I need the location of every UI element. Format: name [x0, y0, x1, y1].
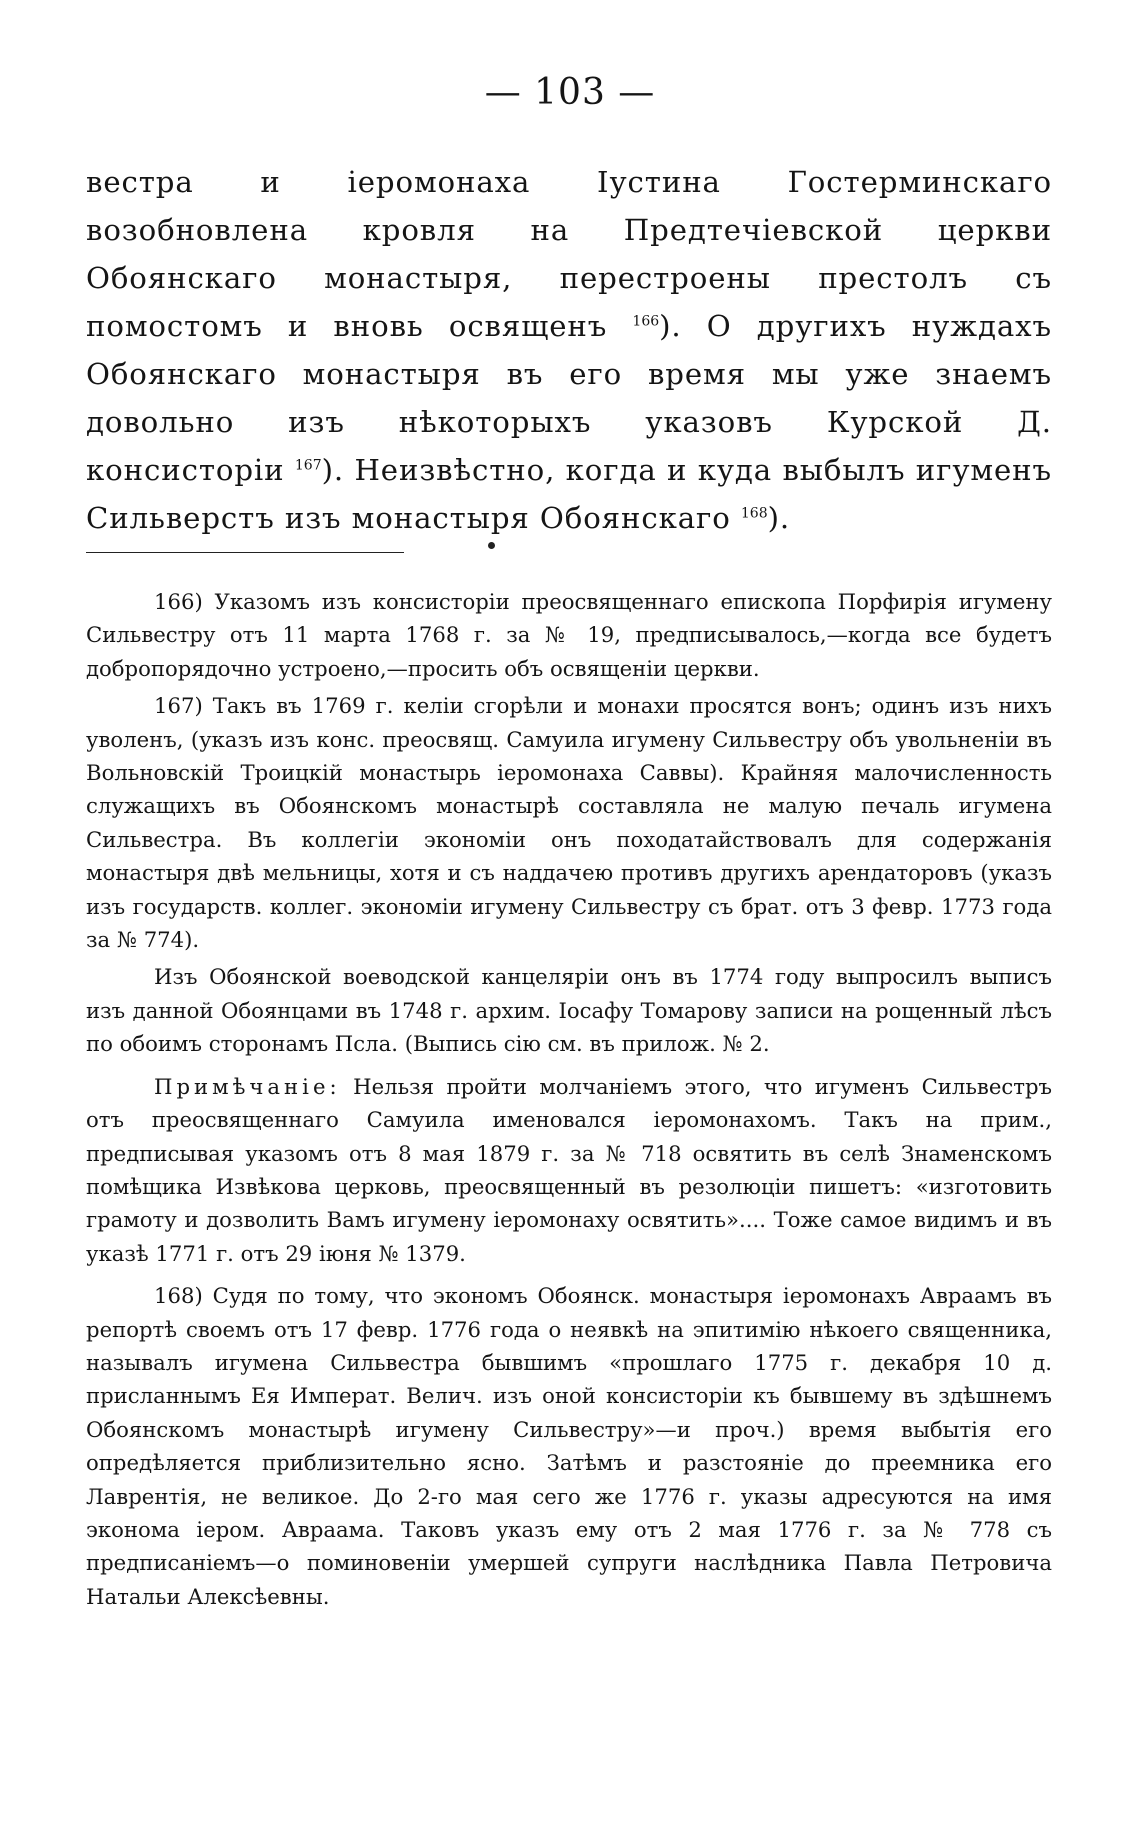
main-text-part-2: ). О другихъ нуждахъ Обоянскаго монастыря въ его время мы уже знаемъ довольно изъ нѣкоторыхъ указовъ Курской Д. консисторіи [86, 309, 1052, 487]
note-label: Примѣчаніе: [154, 1073, 341, 1099]
main-text-part-4: ). [767, 501, 791, 535]
main-text-part-3: ). Неизвѣстно, когда и куда выбылъ игуменъ Сильверстъ изъ монастыря Обоянскаго [86, 453, 1053, 535]
footnote-note [86, 1070, 1052, 1270]
note-text: Нельзя пройти молчаніемъ этого, что игуменъ Сильвестръ отъ преосвященнаго Самуила именовался іеромонахомъ. Такъ на прим., предписывая указомъ отъ 8 мая 1879 г. за № 718 освятить въ селѣ Знаменскомъ помѣщика Извѣкова церковь, преосвященный въ резолюціи пишетъ: «изготовить грамоту и дозволить Вамъ игумену іеромонаху освятить».... Тоже самое видимъ и въ указѣ 1771 г. отъ 29 іюня № 1379. [86, 1073, 1052, 1266]
footnote-167: 167) Такъ въ 1769 г. келіи сгорѣли и монахи просятся вонъ; одинъ изъ нихъ уволенъ, (указъ изъ конс. преосвящ. Самуила игумену Сильвестру объ увольненіи въ Вольновскій Троицкій монастырь іеромонаха Саввы). Крайняя малочисленность служащихъ въ Обоянскомъ монастырѣ составляла не малую печаль игумена Сильвестра. Въ коллегіи экономіи онъ походатайствовалъ для содержанія монастыря двѣ мельницы, хотя и съ наддачею противъ другихъ арендаторовъ (указъ изъ государств. коллег. экономіи игумену Сильвестру съ брат. отъ 3 февр. 1773 года за № 774). [86, 693, 1052, 953]
footnote-166: 166) Указомъ изъ консисторіи преосвященнаго епископа Порфирія игумену Сильвестру отъ 11 марта 1768 г. за № 19, предписывалось,—когда все будетъ добропорядочно устроено,—просить объ освященіи церкви. [86, 589, 1052, 681]
main-text-part-1: вестра и іеромонаха Іустина Гостерминскаго возобновлена кровля на Предтечіевской церкви Обоянскаго монастыря, перестроены престолъ съ помостомъ и вновь освященъ [86, 165, 1052, 343]
footnote-ref-166[interactable]: 166 [632, 313, 660, 330]
footnote-ref-168[interactable]: 168 [740, 505, 768, 522]
page-number: — 103 — [484, 72, 656, 113]
footnote-ref-167[interactable]: 167 [294, 457, 322, 474]
footnote-168: 168) Судя по тому, что экономъ Обоянск. монастыря іеромонахъ Авраамъ въ репортѣ своемъ отъ 17 февр. 1776 года о неявкѣ на эпитимію нѣкоего священника, называлъ игумена Сильвестра бывшимъ «прошлаго 1775 г. декабря 10 д. присланнымъ Ея Императ. Велич. изъ оной консисторіи къ бывшему въ здѣшнемъ Обоянскомъ монастырѣ игумену Сильвестру»—и проч.) время выбытія его опредѣляется приблизительно ясно. Затѣмъ и разстояніе до преемника его Лаврентія, не великое. До 2-го мая сего же 1776 г. указы адресуются на имя эконома іером. Авраама. Таковъ указъ ему отъ 2 мая 1776 г. за № 778 съ предписаніемъ—о поминовеніи умершей супруги наслѣдника Павла Петровича Натальи Алексѣевны. [86, 1283, 1052, 1609]
ink-dot-mark [488, 542, 495, 549]
footnotes-section [86, 585, 1052, 1622]
footnote-167-continuation: Изъ Обоянской воеводской канцеляріи онъ въ 1774 году выпросилъ выписъ изъ данной Обоянцами въ 1748 г. архим. Іосафу Томарову записи на рощенный лѣсъ по обоимъ сторонамъ Псла. (Выпись сію см. въ прилож. № 2. [86, 964, 1052, 1057]
footnote-divider [86, 552, 404, 553]
main-paragraph [86, 158, 1052, 542]
